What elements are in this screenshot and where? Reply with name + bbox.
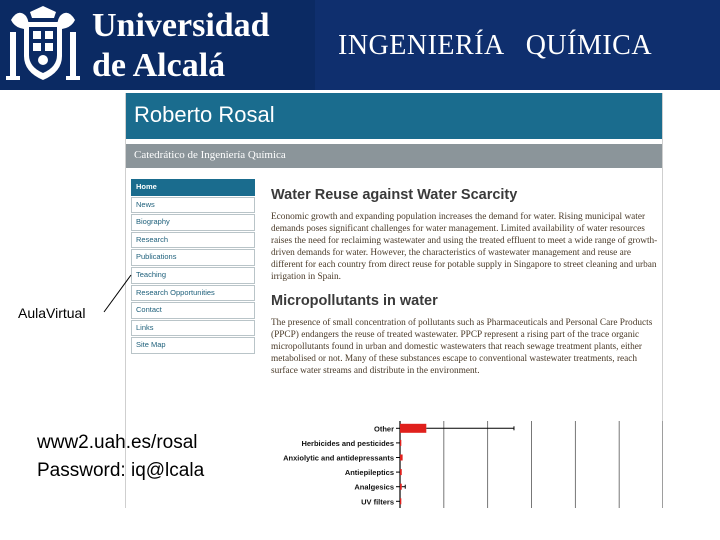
top-banner (0, 0, 720, 90)
chart-bar (400, 469, 402, 475)
chart-bar (400, 484, 402, 490)
aula-virtual-label: AulaVirtual (18, 305, 86, 321)
nav-item-links[interactable]: Links (131, 320, 255, 337)
section-title-micropollutants: Micropollutants in water (271, 293, 438, 310)
chart-category-label: Antiepileptics (344, 468, 394, 478)
university-name-line1: Universidad (92, 7, 270, 44)
site-subtitle-bar (126, 144, 663, 168)
chart-category-label: Anxiolytic and antidepressants (283, 453, 394, 463)
faculty-title: INGENIERÍA QUÍMICA (338, 30, 653, 61)
micropollutants-bar-chart (125, 418, 663, 508)
site-subtitle: Catedrático de Ingeniería Química (134, 149, 286, 161)
university-name-line2: de Alcalá (92, 47, 226, 84)
nav-item-site-map[interactable]: Site Map (131, 337, 255, 354)
nav-item-teaching[interactable]: Teaching (131, 267, 255, 284)
chart-bar (400, 455, 403, 461)
site-content (271, 187, 659, 388)
nav-item-biography[interactable]: Biography (131, 214, 255, 231)
section-body-water-reuse: Economic growth and expanding population increases the demand for water. Rising municipal water demands poses significant challenges for water management. Limited availability of water resources raises the need for reclaiming wastewater and using the treated effluent to meet a wide range of growth-driven demands for water. However, the characteristics of wastewater management and reuse are different for each country from direct reuse for potable supply in Singapore to street cleaning and urban irrigation in Spain. (271, 212, 658, 282)
nav-item-publications[interactable]: Publications (131, 249, 255, 266)
chart-bar (400, 498, 401, 504)
chart-category-label: Herbicides and pesticides (301, 438, 394, 448)
site-header (126, 93, 663, 139)
site-title: Roberto Rosal (134, 102, 275, 127)
nav-item-news[interactable]: News (131, 197, 255, 214)
chart-category-label: Analgesics (354, 482, 394, 492)
nav-item-research-opportunities[interactable]: Research Opportunities (131, 285, 255, 302)
nav-item-contact[interactable]: Contact (131, 302, 255, 319)
section-title-water-reuse: Water Reuse against Water Scarcity (271, 187, 518, 203)
university-crest-icon (6, 6, 80, 86)
nav-item-research[interactable]: Research (131, 232, 255, 249)
nav-item-home[interactable]: Home (131, 179, 255, 196)
chart-category-label: Other (373, 424, 394, 434)
site-nav (131, 179, 255, 355)
chart-bar (400, 424, 426, 433)
password-text: Password: iq@lcala (37, 460, 205, 481)
university-logo-block (0, 0, 315, 90)
chart-bar (400, 440, 401, 446)
site-url: www2.uah.es/rosal (37, 432, 198, 453)
section-body-micropollutants: The presence of small concentration of pollutants such as Pharmaceuticals and Personal Care Products (PPCP) endangers the reuse of treated wastewater. PPCP represent a rising part of the trace organic micropollutants found in urban and domestic wastewaters that reach sewage treatment plants, either metabolised or not. Many of these substances escape to conventional wastewater treatments, reach surface water streams and distribute in the environment. (271, 318, 653, 377)
chart-category-label: UV filters (361, 497, 394, 507)
university-name (92, 6, 270, 86)
